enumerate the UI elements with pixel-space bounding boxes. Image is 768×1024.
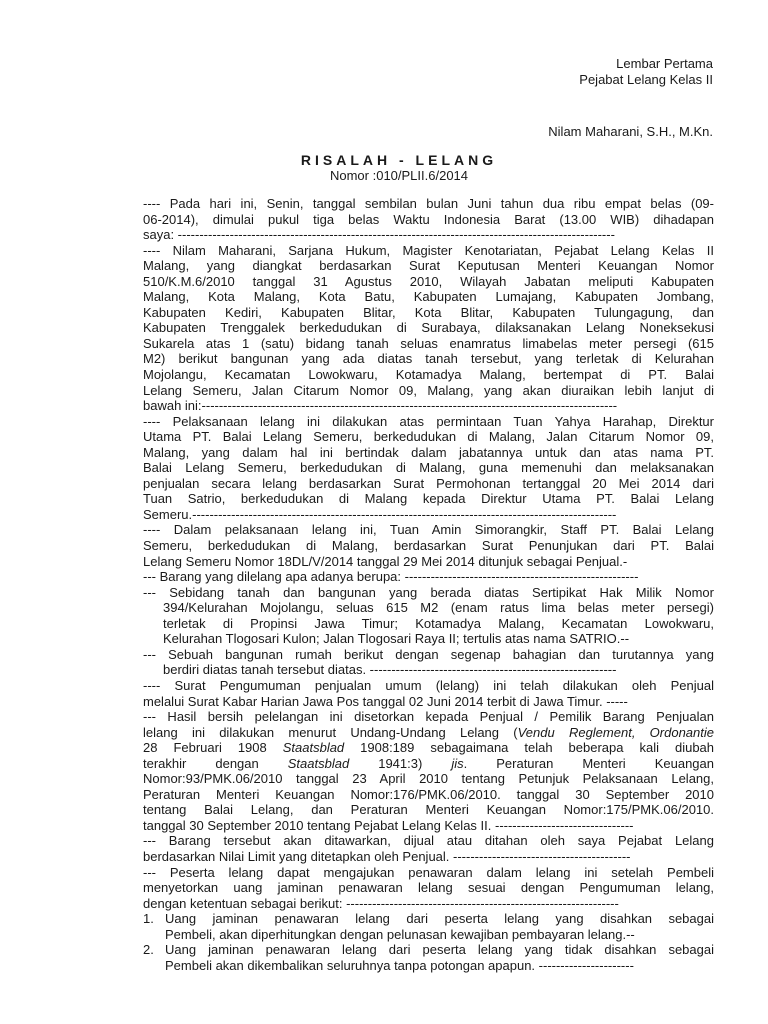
text-line: Lelang Semeru Nomor 18DL/V/2014 tanggal 29 Mei 2014 ditunjuk sebagai Penjual.- [143,553,628,569]
text-line: --- Sebuah bangunan rumah berikut dengan segenap bahagian dan turutannya yang [143,646,714,662]
list-item-number: 2. [143,942,154,958]
list-item-2 [143,942,714,973]
text-line: berdasarkan Nilai Limit yang ditetapkan oleh Penjual. ----------------------------------------- [143,848,631,864]
text-line: ---- Nilam Maharani, Sarjana Hukum, Magister Kenotariatan, Pejabat Lelang Kelas II [143,242,714,258]
text-line: Mojolangu, Kecamatan Lowokwaru, Kotamadya Malang, bertempat di PT. Balai [143,367,714,383]
text-line: --- Peserta lelang dapat mengajukan penawaran dalam lelang ini setelah Pembeli [143,864,714,880]
text-line: Kelurahan Tlogosari Kulon; Jalan Tlogosari Raya II; tertulis atas nama SATRIO.-- [163,631,630,647]
paragraph-request [143,414,714,523]
text-line: tentang Balai Lelang, dan Peraturan Menteri Keuangan Nomor:175/PMK.06/2010. [143,802,714,818]
text-line: berdiri diatas tanah tersebut diatas. --------------------------------------------------------- [163,662,617,678]
text-line: penjualan secara lelang berdasarkan Surat Permohonan tertanggal 20 Mei 2014 dari [143,475,714,491]
document-number: Nomor :010/PLII.6/2014 [329,168,469,183]
text-line: --- Barang tersebut akan ditawarkan, dijual atau ditahan oleh saya Pejabat Lelang [143,833,714,849]
paragraph-seller [143,522,714,569]
text-line: ---- Pada hari ini, Senin, tanggal sembilan bulan Juni tahun dua ribu empat belas (09- [143,196,714,211]
text-run-italic: Vendu Reglement, Ordonantie [517,724,714,740]
text-line: Nomor:93/PMK.06/2010 tanggal 23 April 2010 tentang Petunjuk Pelaksanaan Lelang, [143,771,714,787]
header-sheet-label: Lembar Pertama [616,56,713,71]
text-line: 06-2014), dimulai pukul tiga belas Waktu Indonesia Barat (13.00 WIB) dihadapan [143,211,714,227]
list-item-number: 1. [143,911,154,927]
text-run-italic: jis [451,755,464,771]
text-line: Utama PT. Balai Lelang Semeru, berkedudukan di Malang, Jalan Citarum Nomor 09, [143,429,714,445]
list-item-1 [143,911,714,942]
text-run-italic: Staatsblad [282,740,345,756]
paragraph-participants [143,865,714,912]
text-line: Sukarela atas 1 (satu) bidang tanah seluas enamratus limabelas meter persegi (615 [143,335,714,351]
text-run: lelang ini dilakukan menurut Undang-Undang Lelang ( [143,724,518,740]
text-line: --- Barang yang dilelang apa adanya berupa: ------------------------------------------------------ [143,569,639,585]
paragraph-limit-value [143,833,714,864]
text-line: ---- Surat Pengumuman penjualan umum (lelang) ini telah dilakukan oleh Penjual [143,677,714,693]
text-run: 1941:3) [349,755,452,771]
text-line: Tuan Satrio, berkedudukan di Malang kepada Direktur Utama PT. Balai Lelang [143,491,714,507]
text-line: saya: ----------------------------------------------------------------------------------------------------- [143,227,615,243]
text-line: Peraturan Menteri Keuangan Nomor:176/PMK.06/2010. tanggal 30 September 2010 [143,786,714,802]
paragraph-goods-land [143,585,714,647]
text-line: Kabupaten Trenggalek berkedudukan di Surabaya, dilaksanakan Lelang Noneksekusi [143,320,714,336]
text-line: Semeru.-------------------------------------------------------------------------------------------------- [143,506,617,522]
text-line: menyetorkan uang jaminan penawaran lelang sesuai dengan Pengumuman lelang, [143,880,714,896]
text-line: Lelang Semeru, Jalan Citarum Nomor 09, Malang, yang akan diuraikan lebih lanjut di [143,382,714,398]
document-body [143,196,714,973]
text-run: terakhir dengan [143,755,288,771]
text-run: 28 Februari 1908 [143,740,283,756]
text-line: 510/K.M.6/2010 tanggal 31 Agustus 2010, Wilayah Jabatan meliputi Kabupaten [143,273,714,289]
text-line: Semeru, berkedudukan di Malang, berdasarkan Surat Penunjukan dari PT. Balai [143,538,714,554]
text-line: dengan ketentuan sebagai berikut: --------------------------------------------------------------- [143,895,619,911]
text-line: Malang, Kota Malang, Kota Batu, Kabupaten Lumajang, Kabupaten Jombang, [143,289,714,305]
text-line: Pembeli akan dikembalikan seluruhnya tanpa potongan apapun. ---------------------- [165,957,634,973]
text-line: melalui Surat Kabar Harian Jawa Pos tanggal 02 Juni 2014 terbit di Jawa Timur. ----- [143,693,628,709]
text-run: . Peraturan Menteri Keuangan [463,755,714,771]
text-line: tanggal 30 September 2010 tentang Pejabat Lelang Kelas II. -------------------------------- [143,817,634,833]
text-run-italic: Staatsblad [287,755,350,771]
text-line: bawah ini:------------------------------------------------------------------------------------------------ [143,398,618,414]
text-line [143,725,714,741]
text-line: --- Sebidang tanah dan bangunan yang berada diatas Sertipikat Hak Milik Nomor [143,584,714,600]
text-line [143,740,714,756]
header-officer-class: Pejabat Lelang Kelas II [579,72,713,87]
text-line [143,756,714,772]
text-line: Kabupaten Kediri, Kabupaten Blitar, Kota Blitar, Kabupaten Tulungagung, dan [143,304,714,320]
paragraph-goods-building [143,647,714,678]
paragraph-opening [143,196,714,243]
paragraph-goods-heading [143,569,714,585]
text-line: Pembeli, akan diperhitungkan dengan pelunasan kewajiban pembayaran lelang.-- [165,926,635,942]
text-line: terletak di Propinsi Jawa Timur; Kotamadya Malang, Kecamatan Lowokwaru, [163,615,714,631]
text-line: Malang, yang diangkat berdasarkan Surat Keputusan Menteri Keuangan Nomor [143,258,714,274]
text-line: ---- Dalam pelaksanaan lelang ini, Tuan Amin Simorangkir, Staff PT. Balai Lelang [143,522,714,538]
text-line: M2) berikut bangunan yang ada diatas tanah tersebut, yang terletak di Kelurahan [143,351,714,367]
document-title: RISALAH - LELANG [300,152,498,168]
text-line: 394/Kelurahan Mojolangu, seluas 615 M2 (enam ratus lima belas meter persegi) [163,600,714,616]
text-run: 1908:189 sebagaimana telah beberapa kali diubah [344,740,714,756]
header-officer-name: Nilam Maharani, S.H., M.Kn. [548,124,713,139]
text-line: Malang, yang dalam hal ini bertindak dalam jabatannya untuk dan atas nama PT. [143,444,714,460]
paragraph-announcement [143,678,714,709]
text-line: Balai Lelang Semeru, berkedudukan di Malang, guna memenuhi dan melaksanakan [143,460,714,476]
text-line: ---- Pelaksanaan lelang ini dilakukan atas permintaan Tuan Yahya Harahap, Direktur [143,413,714,429]
paragraph-officer [143,243,714,414]
text-line: Uang jaminan penawaran lelang dari peserta lelang yang disahkan sebagai [165,911,714,927]
paragraph-proceeds [143,709,714,833]
text-line: Uang jaminan penawaran lelang dari peserta lelang yang tidak disahkan sebagai [165,942,714,958]
text-line: --- Hasil bersih pelelangan ini disetorkan kepada Penjual / Pemilik Barang Penjualan [143,709,714,725]
